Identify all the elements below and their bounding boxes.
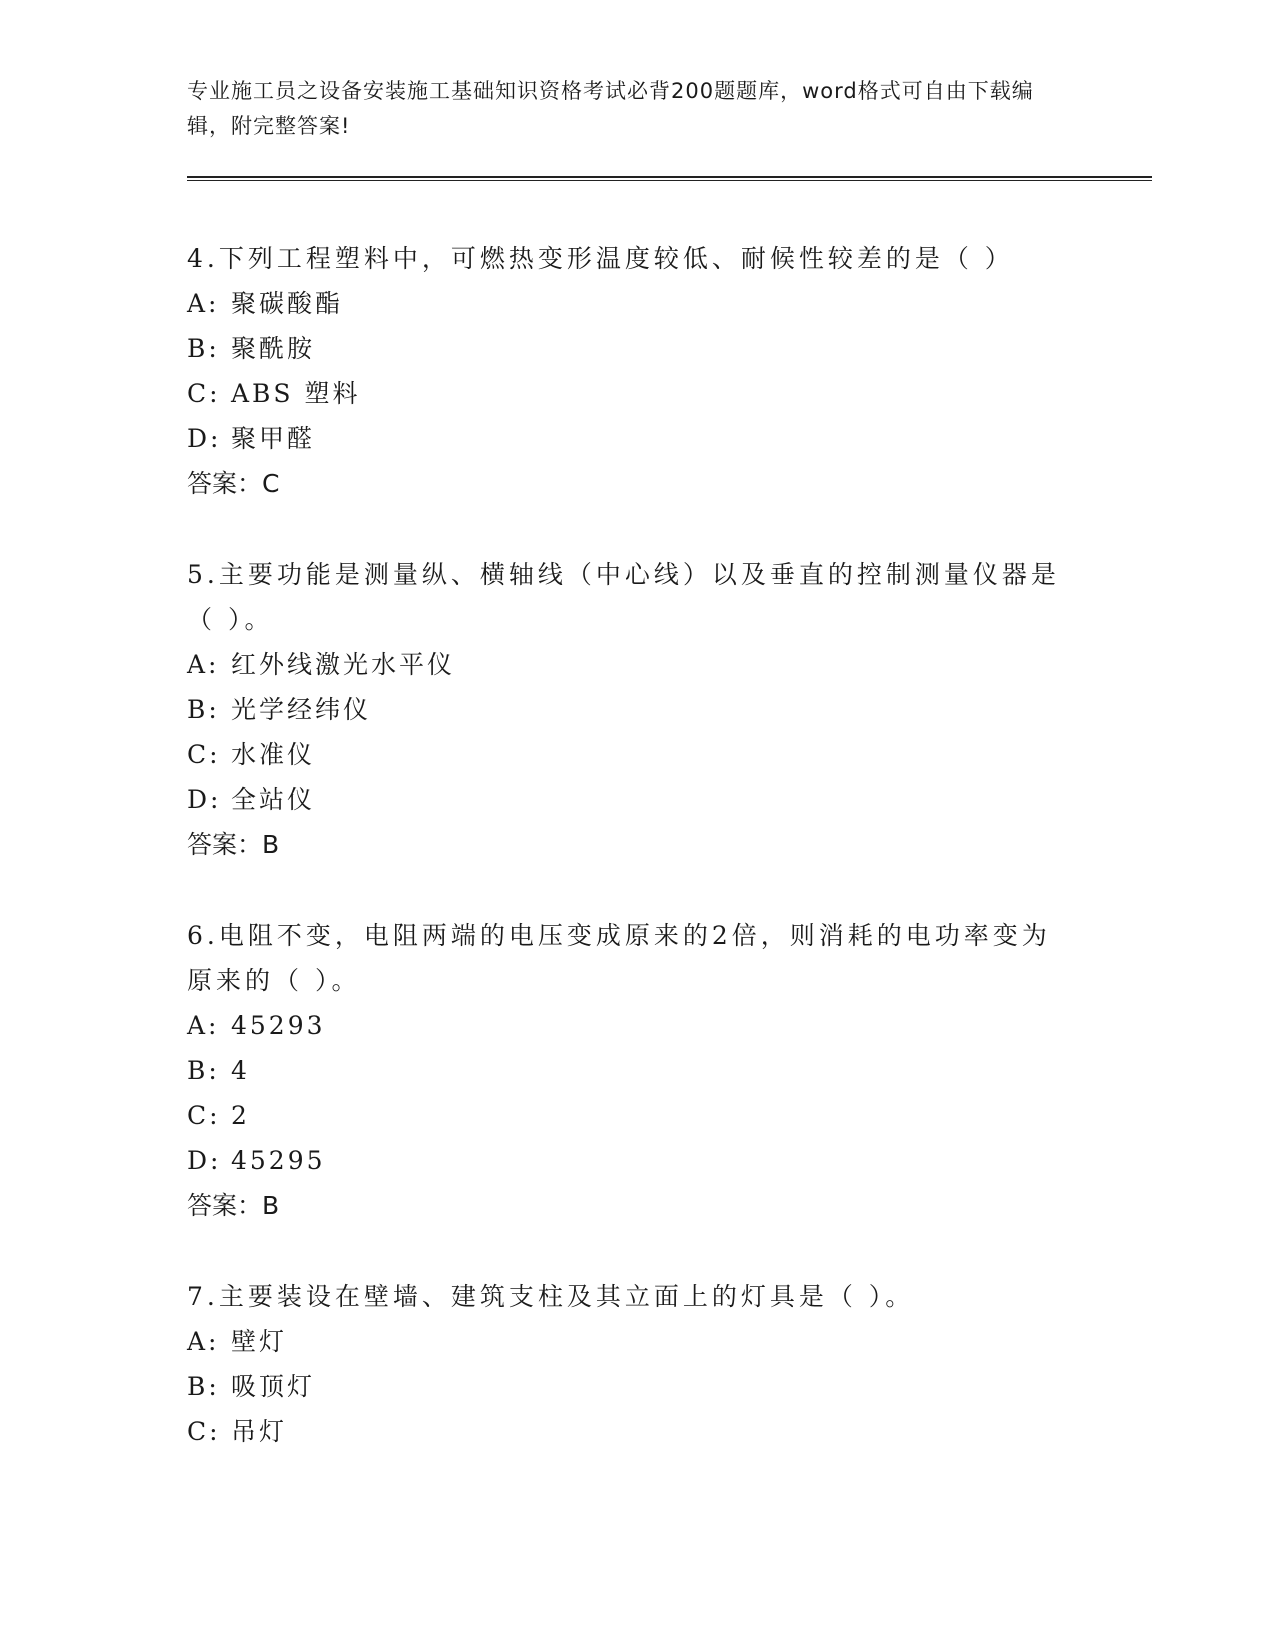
option-letter: B:	[187, 695, 220, 724]
option-d	[187, 416, 1077, 461]
option-a	[187, 281, 1077, 326]
question-stem: 4.下列工程塑料中，可燃热变形温度较低、耐候性较差的是（ ）	[187, 244, 1014, 273]
option-letter: A:	[187, 650, 220, 679]
option-b	[187, 687, 1077, 732]
header-divider	[187, 176, 1152, 181]
option-text: ABS 塑料	[231, 379, 361, 408]
option-text: 4	[231, 1056, 250, 1085]
option-text: 全站仪	[231, 785, 316, 814]
option-letter: A:	[187, 1011, 220, 1040]
option-text: 2	[231, 1101, 250, 1130]
option-text: 壁灯	[231, 1327, 288, 1356]
option-text: 光学经纬仪	[231, 695, 372, 724]
option-letter: C:	[187, 740, 221, 769]
answer-line: 答案：C	[187, 469, 280, 498]
option-c	[187, 1409, 1077, 1454]
option-letter: A:	[187, 1327, 220, 1356]
option-c	[187, 371, 1077, 416]
option-a	[187, 642, 1077, 687]
option-b	[187, 1048, 1077, 1093]
option-text: 红外线激光水平仪	[231, 650, 456, 679]
option-letter: B:	[187, 1056, 220, 1085]
option-b	[187, 1364, 1077, 1409]
option-text: 聚甲醛	[231, 424, 316, 453]
question-4	[187, 236, 1077, 506]
option-text: 聚酰胺	[231, 334, 316, 363]
option-text: 吊灯	[231, 1417, 288, 1446]
question-list	[187, 236, 1077, 1500]
option-d	[187, 1138, 1077, 1183]
question-stem: 6.电阻不变，电阻两端的电压变成原来的2倍，则消耗的电功率变为原来的（ ）。	[187, 921, 1051, 995]
question-5	[187, 552, 1077, 867]
option-letter: B:	[187, 334, 220, 363]
question-6	[187, 913, 1077, 1228]
option-letter: C:	[187, 1101, 221, 1130]
option-letter: C:	[187, 1417, 221, 1446]
option-letter: D:	[187, 785, 222, 814]
option-text: 聚碳酸酯	[231, 289, 344, 318]
option-a	[187, 1319, 1077, 1364]
option-c	[187, 1093, 1077, 1138]
option-letter: A:	[187, 289, 220, 318]
option-letter: D:	[187, 424, 222, 453]
question-stem: 7.主要装设在壁墙、建筑支柱及其立面上的灯具是（ ）。	[187, 1282, 915, 1311]
option-letter: D:	[187, 1146, 222, 1175]
option-text: 吸顶灯	[231, 1372, 316, 1401]
option-letter: C:	[187, 379, 221, 408]
question-stem: 5.主要功能是测量纵、横轴线（中心线）以及垂直的控制测量仪器是（ ）。	[187, 560, 1060, 634]
answer-line: 答案：B	[187, 830, 280, 859]
option-text: 水准仪	[231, 740, 316, 769]
option-text: 45293	[231, 1011, 326, 1040]
option-c	[187, 732, 1077, 777]
answer-line: 答案：B	[187, 1191, 280, 1220]
option-text: 45295	[231, 1146, 326, 1175]
option-a	[187, 1003, 1077, 1048]
question-7	[187, 1274, 1077, 1454]
document-header: 专业施工员之设备安装施工基础知识资格考试必背200题题库，word格式可自由下载编辑，附完整答案!	[187, 79, 1034, 138]
option-d	[187, 777, 1077, 822]
option-b	[187, 326, 1077, 371]
option-letter: B:	[187, 1372, 220, 1401]
